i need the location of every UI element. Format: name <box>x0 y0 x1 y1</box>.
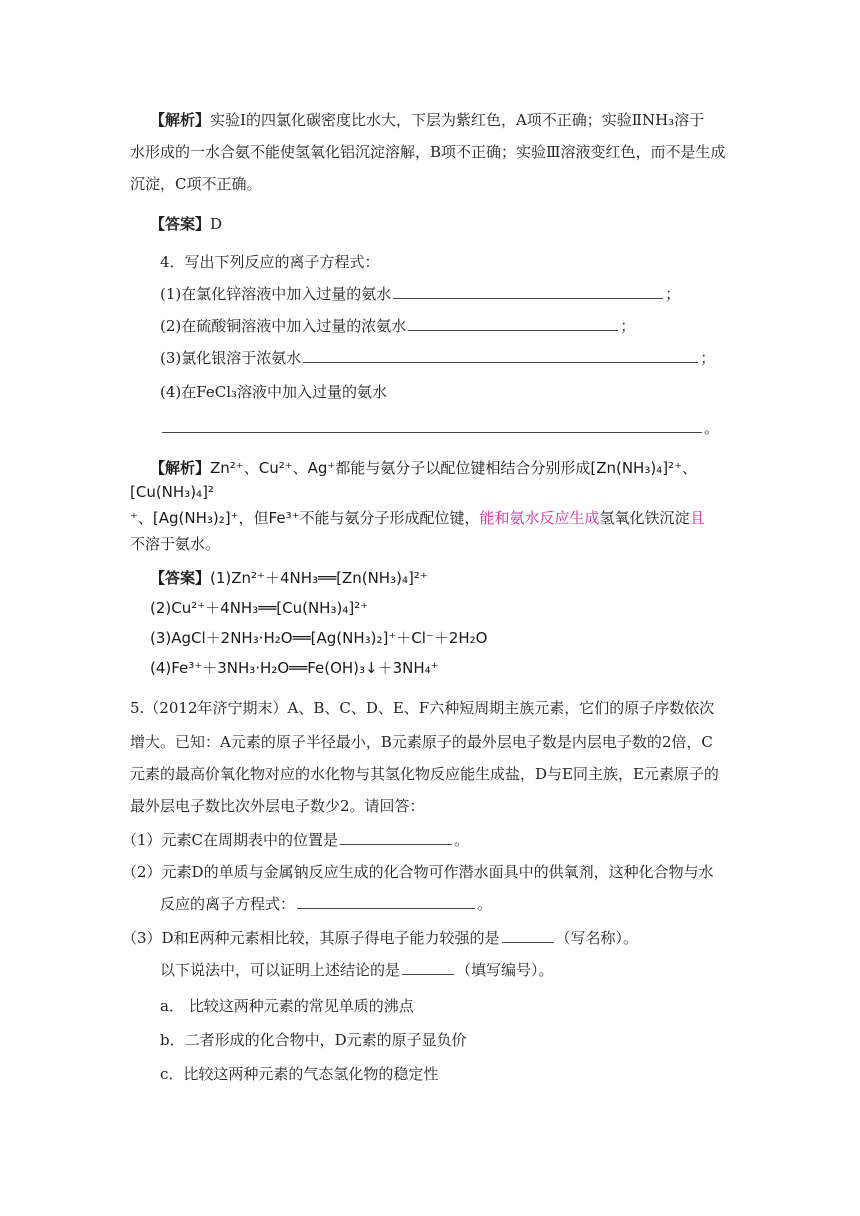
question-4-item-3: (3)氯化银溶于浓氨水 ； <box>160 349 716 367</box>
analysis-line-2: 水形成的一水合氨不能使氢氧化铝沉淀溶解，B项不正确；实验Ⅲ溶液变红色，而不是生成 <box>130 143 726 161</box>
answer-blank[interactable] <box>502 928 554 943</box>
answer-4-line-1: 【答案】(1)Zn²⁺＋4NH₃══[Zn(NH₃)₄]²⁺ <box>150 569 428 587</box>
answer-4-line-4: (4)Fe³⁺＋3NH₃·H₂O══Fe(OH)₃↓＋3NH₄⁺ <box>150 659 439 677</box>
answer-blank[interactable] <box>303 348 698 363</box>
option-a: a． 比较这两种元素的常见单质的沸点 <box>160 997 414 1015</box>
answer-blank[interactable] <box>340 830 452 845</box>
answer-blank[interactable] <box>297 894 475 909</box>
analysis-line-1: 【解析】实验Ⅰ的四氯化碳密度比水大，下层为紫红色，A项不正确；实验ⅡNH₃溶于 <box>150 111 705 129</box>
analysis-4-line-1: 【解析】Zn²⁺、Cu²⁺、Ag⁺都能与氨分子以配位键相结合分别形成[Zn(NH₃)₄]²⁺、 <box>150 459 697 477</box>
question-4-stem: 4．写出下列反应的离子方程式： <box>160 253 380 271</box>
answer-blank[interactable] <box>393 284 663 299</box>
answer-value: D <box>210 215 223 233</box>
analysis-label: 【解析】 <box>150 459 211 477</box>
question-4-item-4: (4)在FeCl₃溶液中加入过量的氨水 <box>160 383 388 401</box>
answer-blank[interactable] <box>408 316 618 331</box>
highlighted-text: 能和氨水反应生成 <box>479 509 600 527</box>
question-5-line-2: 增大。已知：A元素的原子半径最小，B元素原子的最外层电子数是内层电子数的2倍，C <box>130 733 713 751</box>
answer-label: 【答案】 <box>150 215 211 233</box>
analysis-line-3: 沉淀，C项不正确。 <box>130 175 262 193</box>
question-5-line-1: 5.（2012年济宁期末）A、B、C、D、E、F六种短周期主族元素，它们的原子序数依次 <box>130 699 715 717</box>
analysis-4-line-2: [Cu(NH₃)₄]² <box>130 483 214 501</box>
option-c: c．比较这两种元素的气态氢化物的稳定性 <box>160 1065 439 1083</box>
analysis-4-line-3: ⁺、[Ag(NH₃)₂]⁺，但Fe³⁺不能与氨分子形成配位键，能和氨水反应生成氢氧化铁沉淀且 <box>130 509 705 527</box>
question-5-part-3: （3）D和E两种元素相比较，其原子得电子能力较强的是 （写名称）。 <box>122 929 639 947</box>
question-5-part-1: （1）元素C在周期表中的位置是 。 <box>122 831 470 849</box>
question-5-part-3-prompt: 以下说法中，可以证明上述结论的是 （填写编号）。 <box>160 961 554 979</box>
answer-line <box>150 214 222 234</box>
analysis-4-line-4: 不溶于氨水。 <box>130 535 221 553</box>
question-5-part-2: （2）元素D的单质与金属钠反应生成的化合物可作潜水面具中的供氧剂，这种化合物与水 <box>122 863 714 881</box>
question-4-item-2: (2)在硫酸铜溶液中加入过量的浓氨水 ； <box>160 317 636 335</box>
question-5-part-2-cont: 反应的离子方程式： 。 <box>160 895 493 913</box>
question-5-line-3: 元素的最高价氧化物对应的水化物与其氢化物反应能生成盐，D与E同主族，E元素原子的 <box>130 765 719 783</box>
answer-label: 【答案】 <box>150 569 211 587</box>
question-4-item-1: (1)在氯化锌溶液中加入过量的氨水 ； <box>160 285 681 303</box>
question-5-line-4: 最外层电子数比次外层电子数少2。请回答： <box>130 797 425 815</box>
option-b: b．二者形成的化合物中，D元素的原子显负价 <box>160 1031 467 1049</box>
highlighted-text: 且 <box>689 509 705 527</box>
analysis-label: 【解析】 <box>150 111 211 129</box>
answer-blank[interactable] <box>162 418 702 433</box>
answer-blank[interactable] <box>402 960 454 975</box>
answer-4-line-3: (3)AgCl＋2NH₃·H₂O══[Ag(NH₃)₂]⁺＋Cl⁻＋2H₂O <box>150 629 488 647</box>
answer-4-line-2: (2)Cu²⁺＋4NH₃══[Cu(NH₃)₄]²⁺ <box>150 599 369 617</box>
question-4-item-4-answer: 。 <box>160 418 719 438</box>
